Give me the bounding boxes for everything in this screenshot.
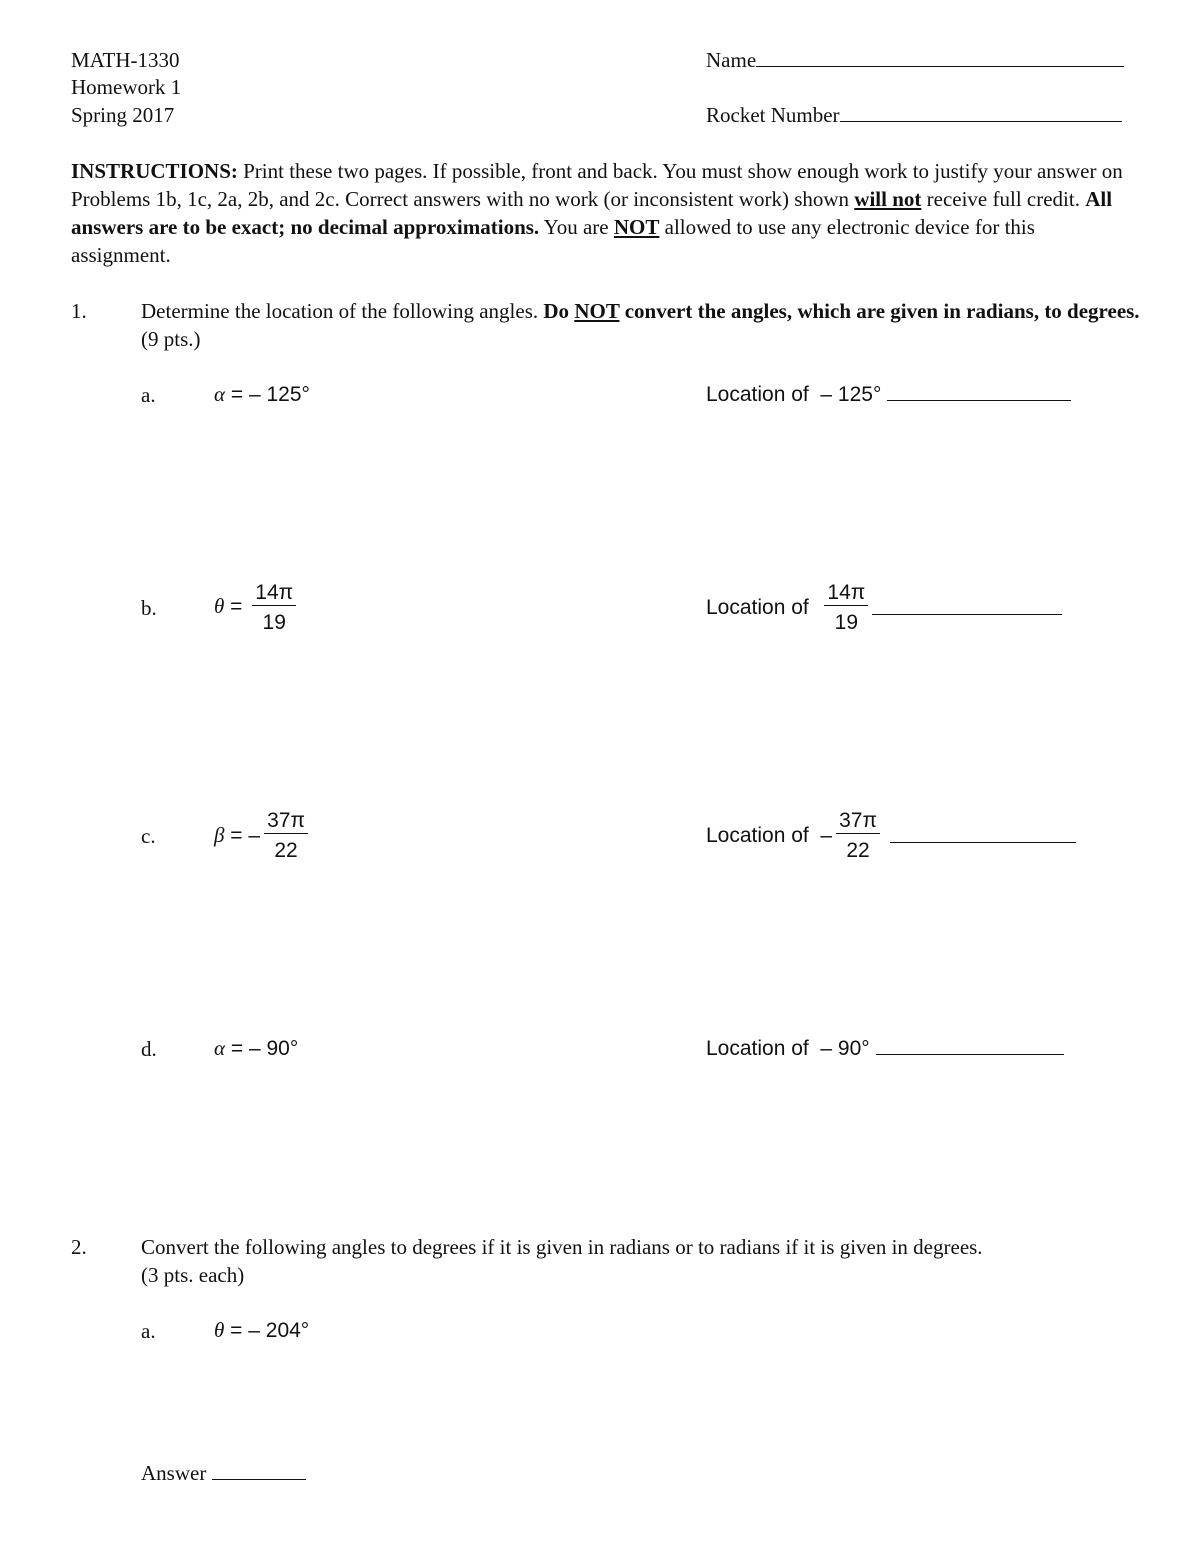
name-label: Name (706, 48, 757, 72)
q1d-location[interactable]: Location of – 90° (706, 1038, 1064, 1059)
q1-prompt: Determine the location of the following angles. Do NOT convert the angles, which are given in radians, to degrees. (9 pts.) (141, 299, 1140, 351)
q1a-answer-blank[interactable] (887, 386, 1071, 401)
will-not-emphasis: will not (854, 187, 922, 211)
q1d-label: d. (141, 1037, 157, 1061)
q1d-answer-blank[interactable] (876, 1040, 1064, 1055)
q1a-expression: α = – 125° (214, 382, 310, 406)
answer-label: Answer (141, 1461, 207, 1485)
term: Spring 2017 (71, 103, 175, 127)
q1c-label: c. (141, 824, 156, 848)
q1c-answer-blank[interactable] (890, 828, 1076, 843)
q1-number: 1. (71, 299, 87, 323)
instructions-label: INSTRUCTIONS: (71, 159, 238, 183)
q1c-expression: β = – $\frac{37\pi}{22}$ (214, 810, 312, 861)
q1c-location[interactable]: Location of – $\frac{37\pi}{22}$ (706, 810, 1076, 861)
name-blank[interactable] (756, 52, 1124, 67)
rocket-number-blank[interactable] (840, 107, 1122, 122)
course-code: MATH-1330 (71, 48, 180, 72)
q1d-expression: α = – 90° (214, 1036, 299, 1060)
q2a-answer-blank[interactable] (212, 1465, 306, 1480)
rocket-number-label: Rocket Number (706, 103, 840, 127)
not-emphasis: NOT (613, 215, 660, 239)
q1b-label: b. (141, 596, 157, 620)
name-field[interactable] (706, 50, 1124, 71)
q2a-expression: θ = – 204° (214, 1318, 310, 1342)
assignment-title: Homework 1 (71, 75, 182, 99)
q2-number: 2. (71, 1235, 87, 1259)
exact-answers-note: All answers are to be exact; no decimal approximations. (71, 187, 1113, 239)
q2-prompt: Convert the following angles to degrees if it is given in radians or to radians if it is given in degrees. (3 pts. each) (141, 1235, 983, 1287)
instructions: INSTRUCTIONS: Print these two pages. If possible, front and back. You must show enough work to justify your answer on Problems 1b, 1c, 2a, 2b, and 2c. Correct answers with no work (or inconsistent work) shown will not receive full credit. All answers are to be exact; no decimal approximations. You are NOT allowed to use any electronic device for this assignment. (71, 159, 1123, 267)
q1b-expression: θ = $\frac{14\pi}{19}$ (214, 582, 300, 633)
q1b-location[interactable]: Location of $\frac{14\pi}{19}$ (706, 582, 1062, 633)
q1a-label: a. (141, 383, 156, 407)
q2a-label: a. (141, 1319, 156, 1343)
q1b-answer-blank[interactable] (872, 600, 1062, 615)
q2a-answer-field[interactable] (141, 1463, 306, 1484)
q1a-location[interactable]: Location of – 125° (706, 384, 1071, 405)
rocket-number-field[interactable] (706, 105, 1122, 126)
